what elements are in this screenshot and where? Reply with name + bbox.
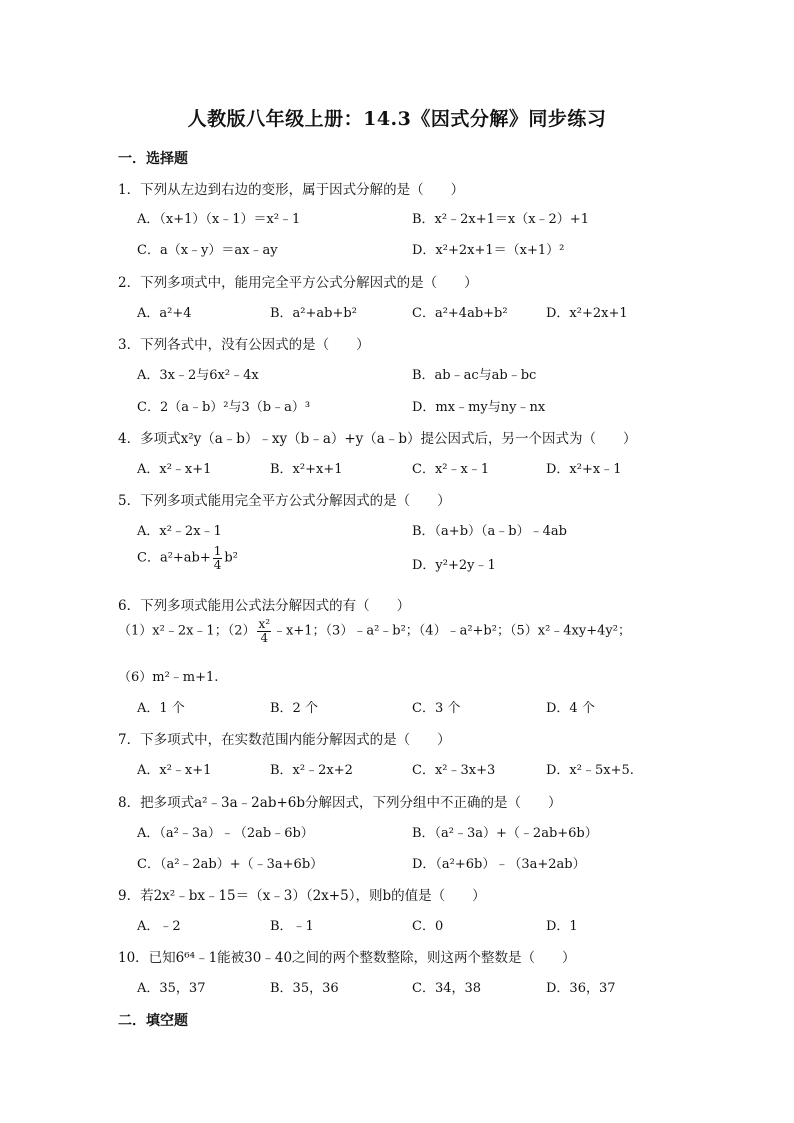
- question-7-option-c: C．x²﹣3x+3: [412, 763, 496, 778]
- question-6-stem: 6．下列多项式能用公式法分解因式的有（ ）: [118, 598, 411, 614]
- question-5-option-c-text: C．a²+ab+: [137, 550, 211, 566]
- fraction-one-quarter: [213, 545, 223, 571]
- question-4-option-b: B．x²+x+1: [270, 462, 343, 477]
- question-3-stem: 3．下列各式中，没有公因式的是（ ）: [118, 337, 370, 353]
- question-5-stem: 5．下列多项式能用完全平方公式分解因式的是（ ）: [118, 493, 451, 509]
- question-7-option-d: D．x²﹣5x+5.: [546, 763, 634, 778]
- question-6-items-part-1: （1）x²﹣2x﹣1；（2）: [118, 623, 256, 639]
- question-3-option-b: B．ab﹣ac与ab﹣bc: [412, 368, 537, 383]
- question-8-stem: 8．把多项式a²﹣3a﹣2ab+6b分解因式，下列分组中不正确的是（ ）: [118, 795, 562, 811]
- question-6-option-a: A．1 个: [137, 701, 185, 716]
- question-4-option-c: C．x²﹣x﹣1: [412, 462, 490, 477]
- question-7-option-b: B．x²﹣2x+2: [270, 763, 353, 778]
- question-6-items-part-2: ﹣x+1；（3）﹣a²﹣b²；（4）﹣a²+b²；（5）x²﹣4xy+4y²；: [273, 623, 631, 639]
- fraction-numerator: x²: [258, 617, 271, 631]
- fraction-numerator: 1: [213, 544, 222, 558]
- question-6-items-line-1: [118, 618, 631, 644]
- question-2-option-a: A．a²+4: [137, 306, 192, 321]
- fraction-x-squared-over-4: [257, 618, 271, 644]
- question-10-option-c: C．34，38: [412, 981, 482, 996]
- question-10-option-d: D．36，37: [546, 981, 616, 996]
- question-3-option-c: C．2（a﹣b）²与3（b﹣a）³: [137, 400, 311, 415]
- question-10-option-b: B．35，36: [270, 981, 339, 996]
- question-4-option-d: D．x²+x﹣1: [546, 462, 622, 477]
- question-6-option-d: D．4 个: [546, 701, 595, 716]
- question-2-stem: 2．下列多项式中，能用完全平方公式分解因式的是（ ）: [118, 275, 478, 291]
- question-1-option-b: B．x²﹣2x+1＝x（x﹣2）+1: [412, 212, 589, 227]
- question-5-option-d: D．y²+2y﹣1: [412, 558, 496, 573]
- question-6-option-c: C．3 个: [412, 701, 461, 716]
- question-9-option-c: C．0: [412, 919, 444, 934]
- question-7-stem: 7．下多项式中，在实数范围内能分解因式的是（ ）: [118, 732, 451, 748]
- question-2-option-c: C．a²+4ab+b²: [412, 306, 508, 321]
- question-1-stem: 1．下列从左边到右边的变形，属于因式分解的是（ ）: [118, 182, 465, 198]
- question-5-option-a: A．x²﹣2x﹣1: [137, 524, 222, 539]
- question-4-stem: 4．多项式x²y（a﹣b）﹣xy（b﹣a）+y（a﹣b）提公因式后，另一个因式为（ ）: [118, 431, 637, 447]
- document-title: 人教版八年级上册：14.3《因式分解》同步练习: [187, 108, 607, 130]
- question-3-option-d: D．mx﹣my与ny﹣nx: [412, 400, 546, 415]
- question-1-option-d: D．x²+2x+1＝（x+1）²: [412, 243, 565, 258]
- section-heading-fill: 二．填空题: [118, 1013, 188, 1029]
- fraction-denominator: 4: [213, 557, 222, 572]
- question-6-option-b: B．2 个: [270, 701, 318, 716]
- question-9-option-a: A．﹣2: [137, 919, 181, 934]
- question-2-option-b: B．a²+ab+b²: [270, 306, 357, 321]
- question-9-option-b: B．﹣1: [270, 919, 314, 934]
- question-9-option-d: D．1: [546, 919, 578, 934]
- question-10-option-a: A．35，37: [137, 981, 206, 996]
- question-7-option-a: A．x²﹣x+1: [137, 763, 212, 778]
- question-4-option-a: A．x²﹣x+1: [137, 462, 212, 477]
- question-8-option-b: B．（a²﹣3a）+（﹣2ab+6b）: [412, 826, 598, 841]
- question-1-option-c: C．a（x﹣y）＝ax﹣ay: [137, 243, 278, 258]
- section-heading-choice: 一．选择题: [118, 151, 188, 167]
- question-10-stem: 10．已知6⁶⁴﹣1能被30﹣40之间的两个整数整除，则这两个整数是（ ）: [118, 950, 576, 966]
- question-5-option-c-tail: b²: [224, 550, 238, 566]
- question-9-stem: 9．若2x²﹣bx﹣15＝（x﹣3）（2x+5），则b的值是（ ）: [118, 888, 486, 904]
- question-3-option-a: A．3x﹣2与6x²﹣4x: [137, 368, 259, 383]
- question-6-items-line-2: （6）m²﹣m+1.: [118, 670, 219, 685]
- question-8-option-c: C．（a²﹣2ab）+（﹣3a+6b）: [137, 857, 324, 872]
- question-8-option-a: A．（a²﹣3a）﹣（2ab﹣6b）: [137, 826, 314, 841]
- fraction-denominator: 4: [260, 630, 269, 645]
- question-5-option-c: [137, 545, 238, 571]
- question-8-option-d: D．（a²+6b）﹣（3a+2ab）: [412, 857, 586, 872]
- question-5-option-b: B．（a+b）（a﹣b）﹣4ab: [412, 524, 567, 539]
- question-1-option-a: A．（x+1）（x﹣1）＝x²﹣1: [137, 212, 301, 227]
- question-2-option-d: D．x²+2x+1: [546, 306, 628, 321]
